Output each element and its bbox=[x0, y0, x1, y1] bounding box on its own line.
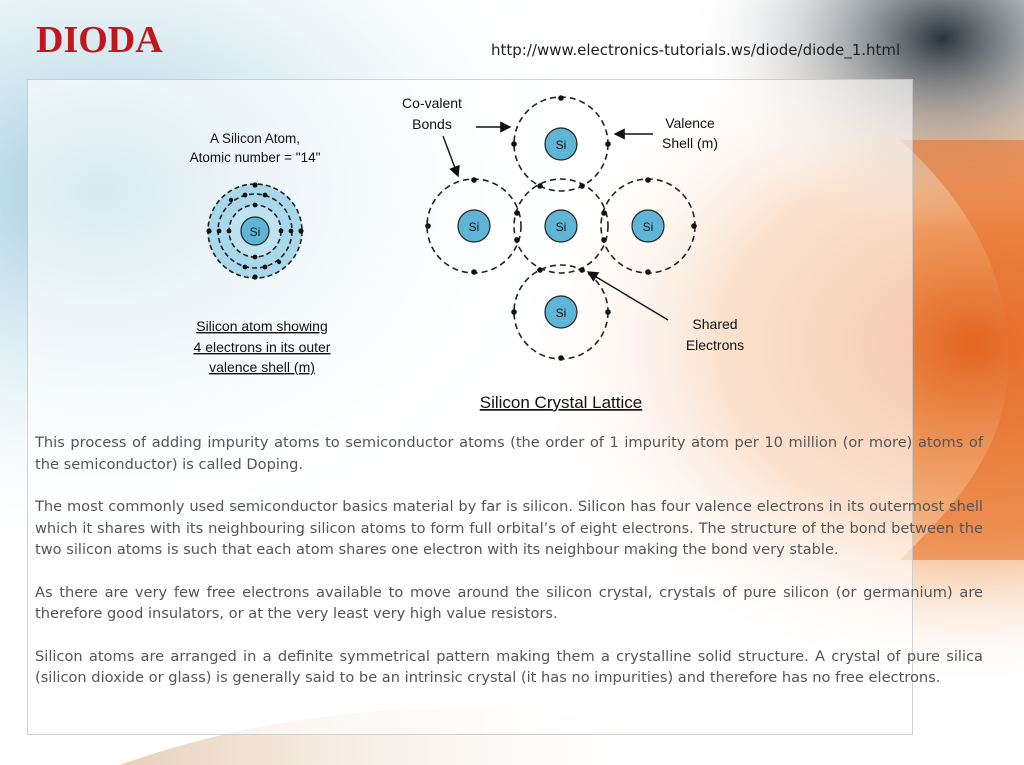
shared-arrow bbox=[588, 272, 668, 320]
paragraph-crystal-structure: Silicon atoms are arranged in a definite symmetrical pattern making them a crystalline solid structure. A crystal of pure silica (silicon dioxide or glass) is generally said to be an intrinsic crystal (it has no impurities) and therefore has no free electrons. bbox=[35, 647, 983, 686]
body-text bbox=[35, 432, 983, 710]
shared-label-line1: Shared bbox=[692, 316, 738, 332]
atom-caption-line2: Atomic number = "14" bbox=[189, 150, 321, 165]
atom-caption-line1: A Silicon Atom, bbox=[209, 131, 301, 146]
paragraph-silicon-material: The most commonly used semiconductor basics material by far is silicon. Silicon has four valence electrons in its outermost shell which it shares with its neighbouring silicon atoms to form full orbital’s of eight electrons. The structure of the bond between the two silicon atoms is such that each atom shares one electron with its neighbour making the bond very stable. bbox=[35, 498, 983, 558]
silicon-atom-illustration bbox=[206, 182, 303, 279]
paragraph-doping: This process of adding impurity atoms to semiconductor atoms (the order of 1 impurity atom per 10 million (or more) atoms of the semiconductor) is called Doping. bbox=[35, 434, 983, 473]
lattice-si-bottom: Si bbox=[555, 306, 567, 320]
valence-label-line2: Shell (m) bbox=[661, 135, 719, 151]
atom-desc-line1: Silicon atom showing bbox=[196, 318, 328, 334]
lattice-si-center: Si bbox=[555, 220, 567, 234]
lattice-si-left: Si bbox=[468, 220, 480, 234]
atom-symbol: Si bbox=[249, 225, 261, 239]
source-url: http://www.electronics-tutorials.ws/diode/diode_1.html bbox=[491, 41, 901, 59]
covalent-label-line2: Bonds bbox=[412, 116, 452, 132]
lattice-title: Silicon Crystal Lattice bbox=[479, 393, 643, 412]
atom-description bbox=[194, 318, 331, 375]
atom-desc-line2: 4 electrons in its outer bbox=[193, 339, 331, 355]
shared-label-line2: Electrons bbox=[685, 337, 745, 353]
lattice-si-right: Si bbox=[642, 220, 654, 234]
paragraph-insulators: As there are very few free electrons available to move around the silicon crystal, crystals of pure silicon (or germanium) are therefore good insulators, or at the very least very high value resistors. bbox=[35, 583, 983, 622]
slide-title: DIODA bbox=[36, 19, 163, 61]
lattice-si-top: Si bbox=[555, 138, 567, 152]
valence-label-line1: Valence bbox=[665, 115, 715, 131]
covalent-arrow-down bbox=[443, 136, 458, 176]
atom-desc-line3: valence shell (m) bbox=[209, 359, 315, 375]
covalent-label-line1: Co-valent bbox=[402, 95, 462, 111]
